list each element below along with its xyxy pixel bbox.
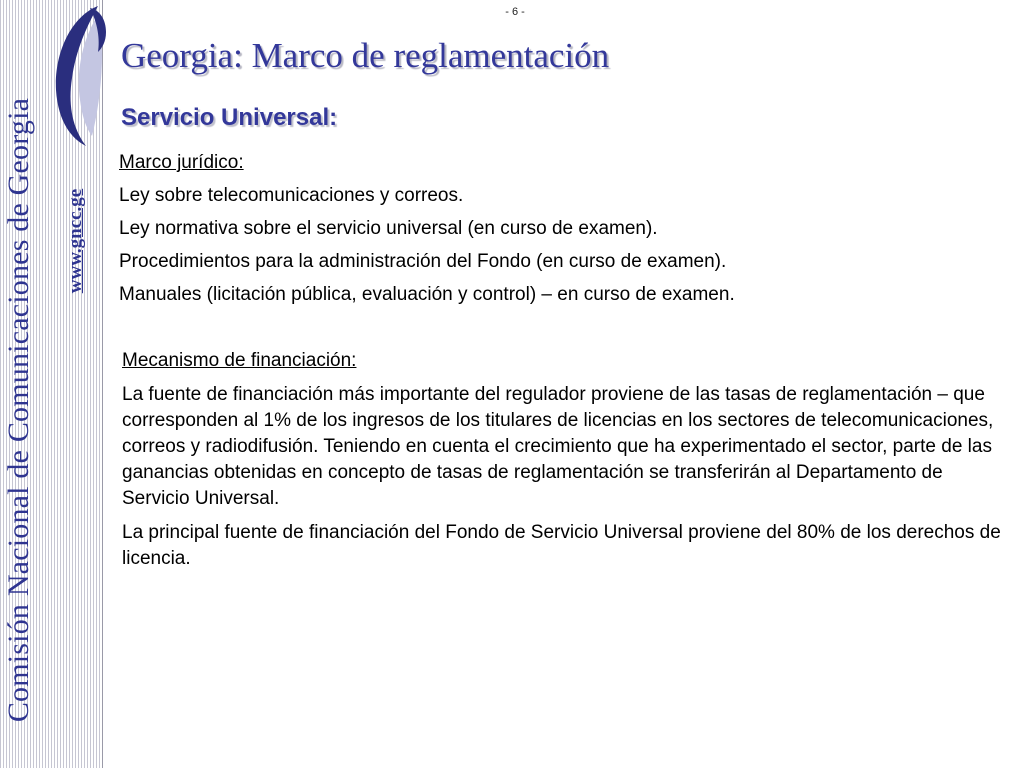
legal-framework-item: Ley sobre telecomunicaciones y correos. [119,185,464,206]
funding-mechanism-heading: Mecanismo de financiación: [122,350,357,371]
section-title: Servicio Universal: [121,104,338,131]
legal-framework-item: Manuales (licitación pública, evaluación y control) – en curso de examen. [119,284,735,305]
funding-paragraph: La fuente de financiación más importante del regulador proviene de las tasas de reglamentación – que corresponden al 1% de los ingresos de los titulares de licencias en los sectores de telecomunicaciones, correos y radiodifusión. Teniendo en cuenta el crecimiento que ha experimentado el sector, parte de las ganancias obtenidas en concepto de tasas de reglamentación se transferirán al Departamento de Servicio Universal. [122,384,994,509]
funding-mechanism-section [122,348,1012,580]
legal-framework-section [119,152,1009,317]
website-link-text[interactable]: www.gncc.ge [65,188,86,294]
legal-framework-item: Ley normativa sobre el servicio universal (en curso de examen). [119,218,658,239]
gncc-logo-icon [46,2,108,150]
sidebar-band [0,0,103,768]
funding-paragraph: La principal fuente de financiación del Fondo de Servicio Universal proviene del 80% de los derechos de licencia. [122,522,1001,569]
legal-framework-heading: Marco jurídico: [119,152,244,173]
page-number: - 6 - [505,6,525,18]
page-title: Georgia: Marco de reglamentación [121,36,610,75]
legal-framework-item: Procedimientos para la administración del Fondo (en curso de examen). [119,251,727,272]
organization-name-text: Comisión Nacional de Comunicaciones de Georgia [2,97,35,723]
